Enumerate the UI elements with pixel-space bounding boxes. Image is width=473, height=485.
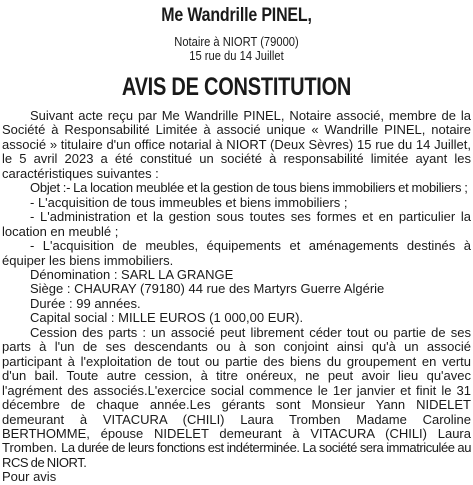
duree-line: Durée : 99 années. [30,295,141,311]
cession-tail-text: La durée de leurs fonctions est indéterminée. La société sera immatriculée au RCS de NIORT. [2,440,471,470]
objet-item: - L'acquisition de tous immeubles et biens immobiliers ; [30,194,348,210]
objet-item: - L'administration et la gestion sous toutes ses formes et en particulier la location en meublé ; [2,209,471,239]
objet-paragraph: Objet :- La location meublée et la gestion de tous biens immobiliers et mobiliers ; [30,180,468,196]
notary-office: Notaire à NIORT (79000) [174,34,299,49]
denomination-line: Dénomination : SARL LA GRANGE [30,266,234,282]
notice-body [2,109,471,485]
notary-address: 15 rue du 14 Juillet [189,48,284,63]
closing-line: Pour avis [2,469,57,485]
objet-item: - L'acquisition de meubles, équipements et aménagements destinés à équiper les biens immobiliers. [2,238,471,268]
notice-title: AVIS DE CONSTITUTION [121,73,352,101]
cession-paragraph [2,326,471,471]
siege-line: Siège : CHAURAY (79180) 44 rue des Martyrs Guerre Algérie [30,281,385,297]
capital-line: Capital social : MILLE EUROS (1 000,00 EUR). [30,310,304,326]
intro-paragraph: Suivant acte reçu par Me Wandrille PINEL, Notaire associé, membre de la Société à Responsabilité Limitée à associé unique « Wandrille PINEL, notaire associé » titulaire d'un office notarial à NIORT (Deux Sèvres) 15 rue du 14 Juillet, le 5 avril 2023 a été constitué un société à responsabilité limitée ayant les caractéristiques suivantes : [2,108,471,181]
notary-name: Me Wandrille PINEL, [161,5,312,26]
cession-text: Cession des parts : un associé peut librement céder tout ou partie de ses parts à l'un de ses descendants ou à son conjoint ainsi qu'à un associé participant à l'exploitation de tout ou partie des biens du groupement en vertu d'un bail. Toute autre cession, à titre onéreux, ne peut avoir lieu qu'avec l'agrément des associés.L'exercice social commence le 1er janvier et finit le 31 décembre de chaque année.Les gérants sont Monsieur Yann NIDELET demeurant à VITACURA (CHILI) Laura Tromben Madame Caroline BERTHOMME, épouse NIDELET demeurant à VITACURA (CHILI) Laura Tromben. [2,324,471,456]
